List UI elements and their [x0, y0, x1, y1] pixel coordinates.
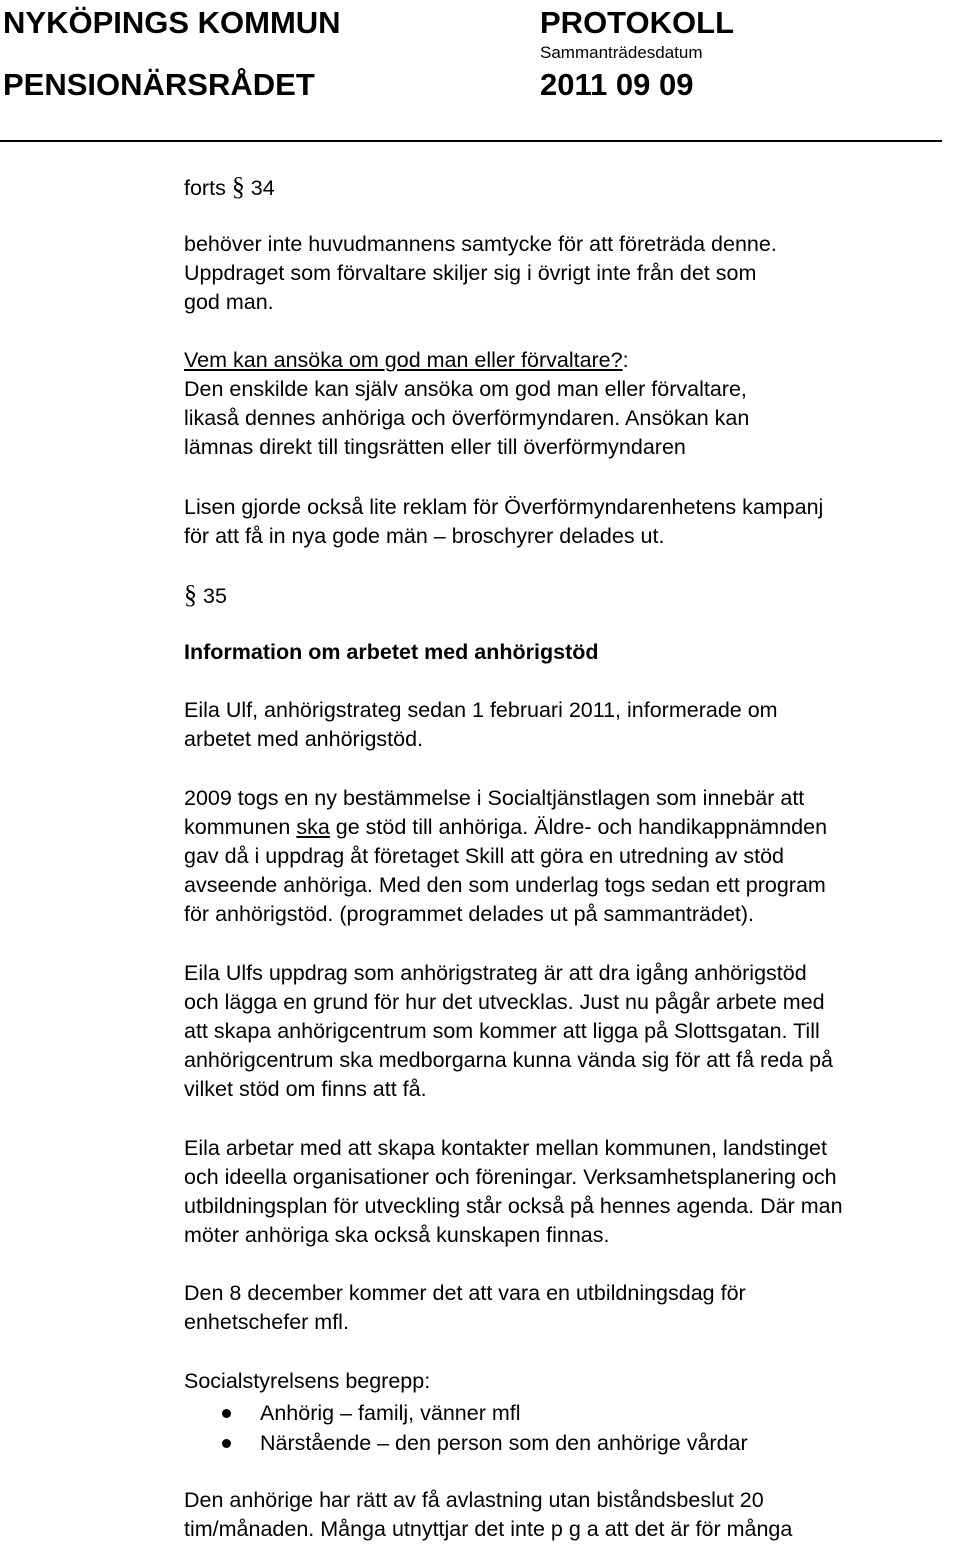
- section-title: Information om arbetet med anhörigstöd: [184, 640, 599, 664]
- bullet-icon: [222, 1439, 231, 1448]
- text-line: behöver inte huvudmannens samtycke för att företräda denne.: [184, 232, 777, 256]
- text-line: Eila Ulf, anhörigstrateg sedan 1 februari 2011, informerade om: [184, 698, 778, 722]
- council-name: PENSIONÄRSRÅDET: [3, 67, 315, 102]
- text-line: Den 8 december kommer det att vara en utbildningsdag för: [184, 1281, 746, 1305]
- bullet-icon: [222, 1409, 231, 1418]
- paragraph-introduction: [184, 696, 960, 754]
- paragraph-strategist-mission: [184, 959, 960, 1104]
- meeting-date-label: Sammanträdesdatum: [540, 43, 703, 62]
- text-line: gav då i uppdrag åt företaget Skill att göra en utredning av stöd: [184, 844, 785, 868]
- municipality-name: NYKÖPINGS KOMMUN: [3, 5, 341, 40]
- text-line: och lägga en grund för hur det utvecklas. Just nu pågår arbete med: [184, 990, 825, 1014]
- text-line: Uppdraget som förvaltare skiljer sig i övrigt inte från det som: [184, 261, 757, 285]
- header-divider: [0, 140, 942, 142]
- document-type: PROTOKOLL: [540, 5, 735, 40]
- text-line: arbetet med anhörigstöd.: [184, 727, 424, 751]
- question-heading: Vem kan ansöka om god man eller förvaltare?: [184, 348, 623, 372]
- text-line: lämnas direkt till tingsrätten eller till överförmyndaren: [184, 435, 686, 459]
- text-line: och ideella organisationer och föreningar. Verksamhetsplanering och: [184, 1165, 837, 1189]
- paragraph-guardian-role: [184, 230, 960, 317]
- text-line: tim/månaden. Många utnyttjar det inte p g a att det är för många: [184, 1517, 793, 1541]
- paragraph-contacts: [184, 1134, 960, 1250]
- text-line: vilket stöd om finns att få.: [184, 1077, 427, 1101]
- text-line: för att få in nya gode män – broschyrer delades ut.: [184, 524, 665, 548]
- continuation-marker: [184, 172, 960, 203]
- underlined-word: ska: [296, 815, 330, 839]
- paragraph-who-can-apply: [184, 346, 960, 462]
- text-line: Den enskilde kan själv ansöka om god man eller förvaltare,: [184, 377, 747, 401]
- section-symbol: §: [184, 580, 197, 609]
- text-line: 2009 togs en ny bestämmelse i Socialtjänstlagen som innebär att: [184, 786, 805, 810]
- definitions-heading: Socialstyrelsens begrepp:: [184, 1369, 431, 1393]
- paragraph-relief-rights: [184, 1486, 960, 1544]
- continuation-prefix: forts: [184, 176, 226, 200]
- text-line: Eila Ulfs uppdrag som anhörigstrateg är att dra igång anhörigstöd: [184, 961, 807, 985]
- section-number: [184, 580, 960, 611]
- text-line: god man.: [184, 290, 274, 314]
- question-suffix: :: [622, 348, 629, 372]
- section-number-value: 35: [202, 584, 227, 608]
- paragraph-campaign: [184, 493, 960, 551]
- text-line: avseende anhöriga. Med den som underlag togs sedan ett program: [184, 873, 826, 897]
- continuation-number: 34: [250, 176, 275, 200]
- text-line: Lisen gjorde också lite reklam för Överförmyndarenhetens kampanj: [184, 495, 824, 519]
- section-symbol: §: [231, 172, 245, 201]
- text-line: likaså dennes anhöriga och överförmyndaren. Ansökan kan: [184, 406, 750, 430]
- text-line: för anhörigstöd. (programmet delades ut på sammanträdet).: [184, 902, 755, 926]
- text-line: Den anhörige har rätt av få avlastning utan biståndsbeslut 20: [184, 1488, 764, 1512]
- text-line: anhörigcentrum ska medborgarna kunna vända sig för att få reda på: [184, 1048, 833, 1072]
- meeting-date: 2011 09 09: [540, 67, 694, 102]
- text-line: enhetschefer mfl.: [184, 1310, 349, 1334]
- text-line: Eila arbetar med att skapa kontakter mellan kommunen, landstinget: [184, 1136, 827, 1160]
- text-line: möter anhöriga ska också kunskapen finnas.: [184, 1223, 610, 1247]
- text-line: att skapa anhörigcentrum som kommer att ligga på Slottsgatan. Till: [184, 1019, 820, 1043]
- text-line: utbildningsplan för utveckling står också på hennes agenda. Där man: [184, 1194, 843, 1218]
- paragraph-legislation: 2009 togs en ny bestämmelse i Socialtjänstlagen som innebär att kommunen ska ge stöd till anhöriga. Äldre- och handikappnämnden gav då i uppdrag åt företaget Skill att göra en utredning av stöd avseende anhöriga. Med den som underlag togs sedan ett program för anhörigstöd. (programmet delades ut på sammanträdet).: [184, 784, 960, 929]
- paragraph-training-day: [184, 1279, 960, 1337]
